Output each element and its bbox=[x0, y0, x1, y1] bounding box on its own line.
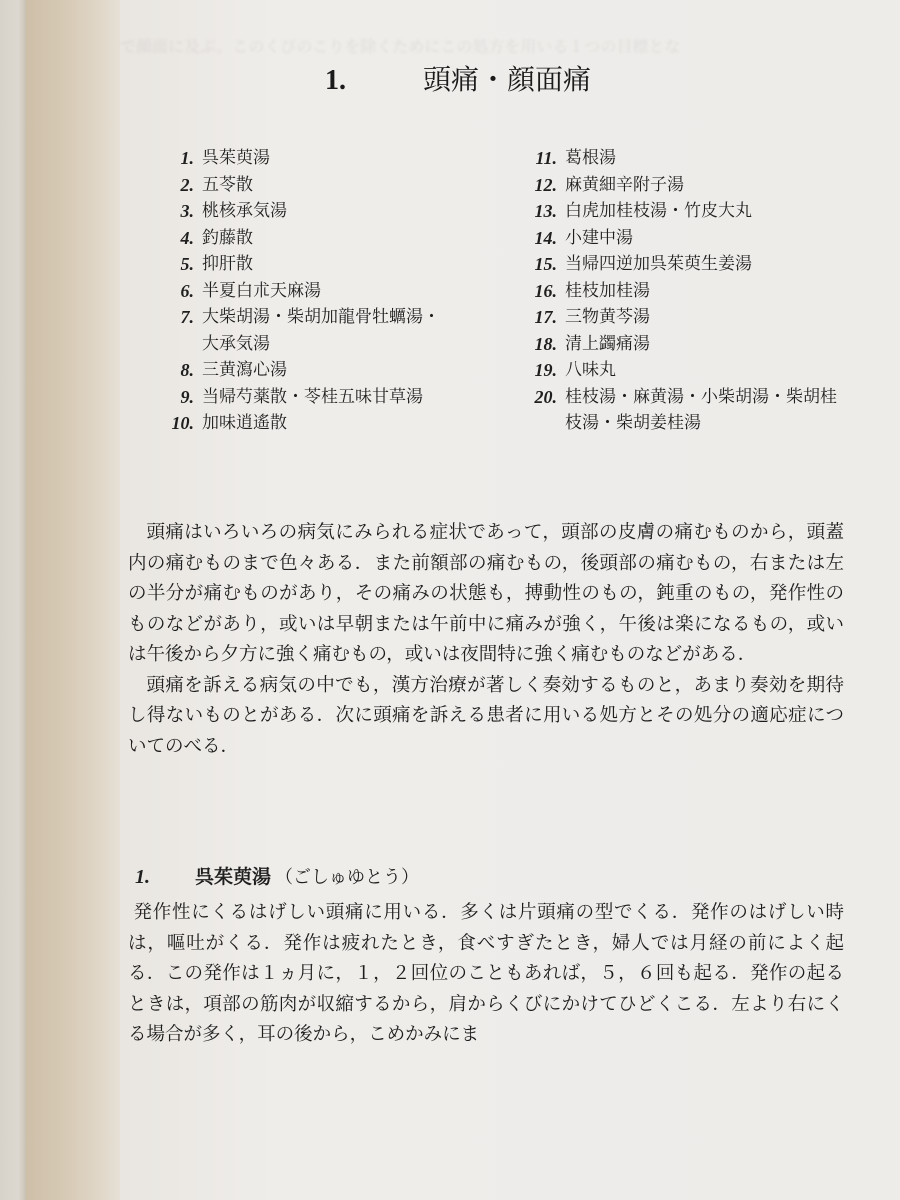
section-paragraph: 発作性にくるはげしい頭痛に用いる．多くは片頭痛の型でくる．発作のはげしい時は，嘔吐がくる．発作は疲れたとき，食べすぎたとき，婦人では月経の前によく起る．この発作は１ヵ月に，１，２回位のこともあれば，５，６回も起る．発作の起るときは，項部の筋肉が収縮するから，肩からくびにかけてひどくこる．左より右にくる場合が多く，耳の後から，こめかみにま bbox=[128, 902, 844, 1045]
toc-item: 8. 三黄瀉心湯 bbox=[180, 360, 287, 380]
toc-item: 12. 麻黄細辛附子湯 bbox=[534, 174, 684, 195]
toc-left-column bbox=[148, 145, 488, 437]
section-name: 呉茱萸湯 bbox=[195, 866, 272, 888]
section-heading bbox=[135, 862, 419, 889]
toc-item: 2. 五苓散 bbox=[180, 174, 253, 195]
toc-item: 13. 白虎加桂枝湯・竹皮大丸 bbox=[534, 201, 752, 221]
toc-item: 7. 大柴胡湯・柴胡加龍骨牡蠣湯・大承気湯 bbox=[180, 307, 440, 354]
toc-item: 4. 釣藤散 bbox=[180, 227, 253, 248]
chapter-number: 1. bbox=[325, 65, 346, 96]
toc-item: 17. 三物黄芩湯 bbox=[534, 307, 650, 327]
intro-text bbox=[128, 518, 844, 762]
section-reading: （ごしゅゆとう） bbox=[275, 867, 420, 888]
intro-paragraph: 頭痛はいろいろの病気にみられる症状であって，頭部の皮膚の痛むものから，頭蓋内の痛むものまで色々ある．また前額部の痛むもの，後頭部の痛むもの，右または左の半分が痛むものがあり，その痛みの状態も，搏動性のもの，鈍重のもの，発作性のものなどがあり，或いは早朝または午前中に痛みが強く，午後は楽になるもの，或いは午後から夕方に強く痛むもの，或いは夜間特に強く痛むものなどがある． bbox=[128, 522, 844, 665]
toc-item: 9. 当帰芍薬散・苓桂五味甘草湯 bbox=[180, 386, 423, 407]
toc-item: 6. 半夏白朮天麻湯 bbox=[180, 280, 321, 301]
adjacent-page-edge bbox=[0, 0, 26, 1200]
toc-item: 19. 八味丸 bbox=[534, 360, 616, 380]
toc-item: 20. 桂枝湯・麻黄湯・小柴胡湯・柴胡桂枝湯・柴胡姜桂湯 bbox=[534, 386, 837, 433]
toc-item: 11. 葛根湯 bbox=[535, 148, 616, 168]
chapter-title bbox=[325, 58, 591, 98]
toc-item: 1. 呉茱萸湯 bbox=[180, 148, 270, 168]
toc-item: 5. 抑肝散 bbox=[180, 254, 253, 274]
toc-item: 15. 当帰四逆加呉茱萸生姜湯 bbox=[534, 254, 752, 274]
toc-item: 10. 加味逍遙散 bbox=[171, 413, 287, 433]
toc-item: 18. 清上蠲痛湯 bbox=[534, 333, 650, 354]
toc-right-column bbox=[508, 145, 848, 437]
chapter-title-text: 頭痛・顔面痛 bbox=[423, 63, 592, 96]
section-body bbox=[128, 898, 844, 1051]
toc-item: 14. 小建中湯 bbox=[534, 227, 633, 248]
intro-paragraph: 頭痛を訴える病気の中でも，漢方治療が著しく奏効するものと，あまり奏効を期待し得ないものとがある．次に頭痛を訴える患者に用いる処方とその処分の適応症についてのべる． bbox=[128, 674, 844, 757]
toc-item: 3. 桃核承気湯 bbox=[180, 201, 287, 221]
section-number: 1. bbox=[135, 866, 150, 888]
toc-item: 16. 桂枝加桂湯 bbox=[534, 280, 650, 301]
